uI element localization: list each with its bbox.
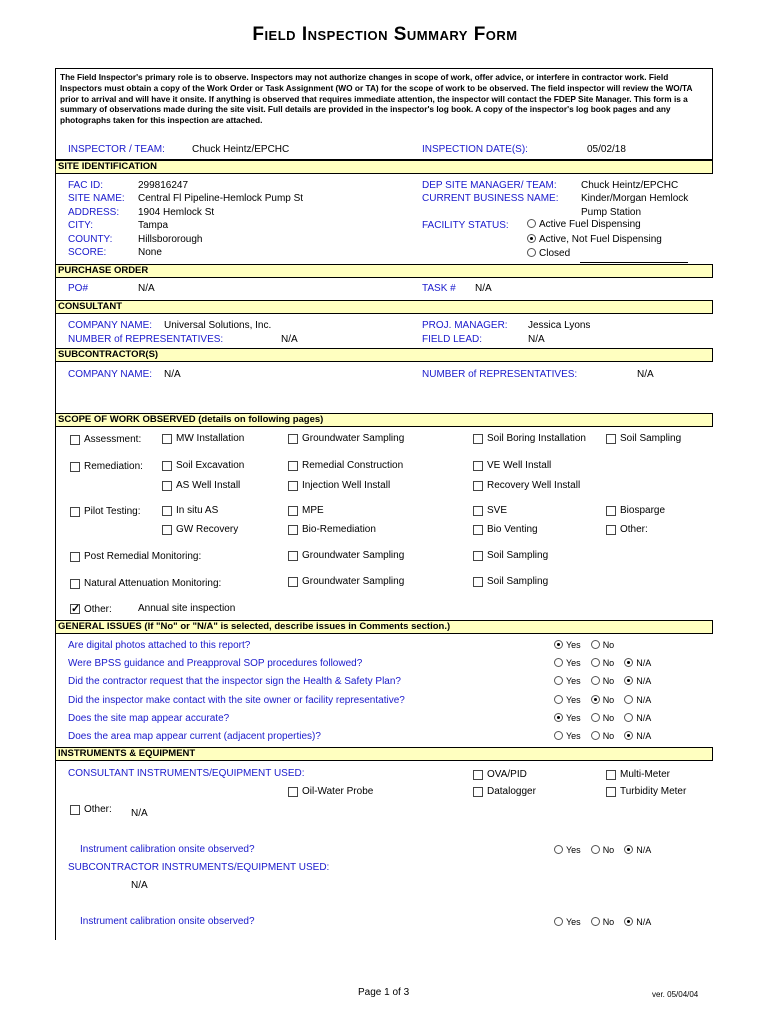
soil-boring-checkbox[interactable] [473,434,483,444]
turbidity-meter-label: Turbidity Meter [620,786,687,797]
radio-selected-icon[interactable] [527,234,536,243]
option-no[interactable] [591,640,615,650]
fac-id-label: FAC ID: [68,180,104,191]
option-no[interactable] [591,845,615,855]
option-label: Yes [566,845,581,855]
datalogger-label: Datalogger [487,786,536,797]
radio-selected-icon[interactable] [624,658,633,667]
radio-group-calibration-2[interactable] [554,917,661,927]
radio-selected-icon[interactable] [591,695,600,704]
natural-gw-sampling-label: Groundwater Sampling [302,576,405,587]
po-label: PO# [68,283,89,294]
option-label: Yes [566,713,581,723]
radio-selected-icon[interactable] [554,640,563,649]
radio-selected-icon[interactable] [624,731,633,740]
option-na[interactable] [624,695,651,705]
radio-group-health-safety[interactable] [554,676,661,686]
as-well-checkbox[interactable] [162,481,172,491]
question-health-safety: Did the contractor request that the inspector sign the Health & Safety Plan? [68,676,401,687]
soil-boring-label: Soil Boring Installation [487,433,586,444]
option-label: Yes [566,658,581,668]
option-label: Yes [566,731,581,741]
radio-icon[interactable] [554,845,563,854]
business-name-value-line2[interactable]: Pump Station [581,207,642,217]
inspector-label: INSPECTOR / TEAM: [68,144,165,155]
purchase-order-header: PURCHASE ORDER [55,264,713,278]
dep-manager-value[interactable]: Chuck Heintz/EPCHC [581,180,679,191]
radio-icon[interactable] [554,731,563,740]
post-soil-sampling-checkbox[interactable] [473,551,483,561]
subcontractor-header: SUBCONTRACTOR(S) [55,348,713,362]
option-label: N/A [636,845,652,855]
field-lead-label: FIELD LEAD: [422,334,483,345]
option-na[interactable] [624,713,651,723]
site-identification-header: SITE IDENTIFICATION [55,160,713,174]
form-left-border [55,160,56,940]
radio-icon[interactable] [554,695,563,704]
score-label: SCORE: [68,247,107,258]
pilot-testing-checkbox[interactable] [70,507,80,517]
radio-icon[interactable] [624,695,633,704]
city-value[interactable]: Tampa [138,220,169,231]
sub-reps-label: NUMBER of REPRESENTATIVES: [422,369,578,380]
bio-remediation-checkbox[interactable] [288,525,298,535]
recovery-well-label: Recovery Well Install [487,480,581,491]
radio-icon[interactable] [591,713,600,722]
sve-label: SVE [487,505,508,516]
post-gw-sampling-label: Groundwater Sampling [302,550,405,561]
radio-group-site-map[interactable] [554,713,661,723]
city-label: CITY: [68,220,94,231]
calibration-question-2: Instrument calibration onsite observed? [80,916,255,927]
oil-water-probe-checkbox[interactable] [288,787,298,797]
multi-meter-checkbox[interactable] [606,770,616,780]
status-option-label: Closed [539,248,571,259]
option-na[interactable] [624,917,651,927]
option-label: Yes [566,695,581,705]
inspection-date-value[interactable]: 05/02/18 [587,144,626,155]
injection-well-checkbox[interactable] [288,481,298,491]
sub-company-value[interactable]: N/A [164,369,181,380]
remediation-checkbox[interactable] [70,462,80,472]
option-no[interactable] [591,695,615,705]
radio-icon[interactable] [554,676,563,685]
soil-sampling-checkbox[interactable] [606,434,616,444]
mw-installation-checkbox[interactable] [162,434,172,444]
post-gw-sampling-checkbox[interactable] [288,551,298,561]
option-yes[interactable] [554,713,581,723]
biosparge-label: Biosparge [620,505,666,516]
turbidity-meter-checkbox[interactable] [606,787,616,797]
status-option-label: Active, Not Fuel Dispensing [539,234,662,245]
consultant-company-value[interactable]: Universal Solutions, Inc. [164,320,272,331]
assessment-checkbox[interactable] [70,435,80,445]
page-number: Page 1 of 3 [358,987,410,998]
as-well-label: AS Well Install [176,480,241,491]
option-label: N/A [636,917,652,927]
question-bpss: Were BPSS guidance and Preapproval SOP procedures followed? [68,658,363,669]
option-yes[interactable] [554,640,581,650]
consultant-company-label: COMPANY NAME: [68,320,153,331]
option-label: N/A [636,658,652,668]
option-yes[interactable] [554,676,581,686]
post-remedial-checkbox[interactable] [70,552,80,562]
option-label: Yes [566,640,581,650]
radio-selected-icon[interactable] [554,713,563,722]
post-remedial-label: Post Remedial Monitoring: [84,551,202,562]
task-label: TASK # [422,283,456,294]
proj-manager-label: PROJ. MANAGER: [422,320,508,331]
option-label: N/A [636,731,652,741]
recovery-well-checkbox[interactable] [473,481,483,491]
ve-well-label: VE Well Install [487,460,552,471]
option-label: Yes [566,676,581,686]
sub-reps-value[interactable]: N/A [637,369,654,380]
version-label: ver. 05/04/04 [652,990,699,999]
business-name-value[interactable]: Kinder/Morgan Hemlock [581,193,689,204]
radio-icon[interactable] [624,713,633,722]
instruments-header: INSTRUMENTS & EQUIPMENT [55,747,713,761]
option-label: No [602,676,615,686]
radio-group-site-owner[interactable] [554,695,661,705]
radio-icon[interactable] [591,731,600,740]
option-label: No [602,731,615,741]
option-na[interactable] [624,845,651,855]
option-yes[interactable] [554,731,581,741]
radio-icon[interactable] [527,219,536,228]
soil-excavation-checkbox[interactable] [162,461,172,471]
gw-sampling-label: Groundwater Sampling [302,433,405,444]
radio-group-bpss[interactable] [554,658,661,668]
question-photos: Are digital photos attached to this report? [68,640,251,651]
radio-icon[interactable] [591,917,600,926]
instruments-other-value[interactable]: N/A [131,808,148,819]
fac-id-value[interactable]: 299816247 [138,180,189,191]
option-label: N/A [636,695,652,705]
option-no[interactable] [591,731,615,741]
option-label: No [602,658,615,668]
option-no[interactable] [591,917,615,927]
option-yes[interactable] [554,695,581,705]
remedial-construction-label: Remedial Construction [302,460,404,471]
remediation-label: Remediation: [84,461,143,472]
bio-remediation-label: Bio-Remediation [302,524,376,535]
bio-venting-label: Bio Venting [487,524,538,535]
option-no[interactable] [591,658,615,668]
status-option-label: Active Fuel Dispensing [539,219,641,230]
radio-selected-icon[interactable] [624,676,633,685]
natural-gw-sampling-checkbox[interactable] [288,577,298,587]
option-label: No [602,695,615,705]
option-no[interactable] [591,676,615,686]
pilot-other-checkbox[interactable] [606,525,616,535]
natural-soil-sampling-label: Soil Sampling [487,576,549,587]
facility-status-not-dispensing[interactable] [527,234,662,245]
option-na[interactable] [624,658,651,668]
pilot-other-label: Other: [620,524,648,535]
facility-status-label: FACILITY STATUS: [422,220,509,231]
inspector-value[interactable]: Chuck Heintz/EPCHC [192,144,290,155]
biosparge-checkbox[interactable] [606,506,616,516]
sub-company-label: COMPANY NAME: [68,369,153,380]
option-na[interactable] [624,731,651,741]
natural-attenuation-checkbox[interactable] [70,579,80,589]
radio-icon[interactable] [554,658,563,667]
option-label: No [602,640,615,650]
address-value[interactable]: 1904 Hemlock St [138,207,215,218]
mpe-checkbox[interactable] [288,506,298,516]
calibration-question-1: Instrument calibration onsite observed? [80,844,255,855]
gw-sampling-checkbox[interactable] [288,434,298,444]
injection-well-label: Injection Well Install [302,480,391,491]
ve-well-checkbox[interactable] [473,461,483,471]
ova-pid-checkbox[interactable] [473,770,483,780]
scope-other-checkbox[interactable] [70,604,80,614]
score-value[interactable]: None [138,247,162,258]
radio-icon[interactable] [554,917,563,926]
scope-other-value[interactable]: Annual site inspection [138,603,236,614]
ova-pid-label: OVA/PID [487,769,527,780]
county-label: COUNTY: [68,234,113,245]
remedial-construction-checkbox[interactable] [288,461,298,471]
radio-icon[interactable] [527,248,536,257]
consultant-instruments-label: CONSULTANT INSTRUMENTS/EQUIPMENT USED: [68,768,305,779]
option-yes[interactable] [554,917,581,927]
subcontractor-instruments-value[interactable]: N/A [131,880,148,891]
option-label: No [602,917,615,927]
status-underline [580,262,688,263]
radio-icon[interactable] [591,845,600,854]
inspection-date-label: INSPECTION DATE(S): [422,144,528,155]
option-label: No [602,845,615,855]
consultant-reps-value[interactable]: N/A [281,334,298,345]
instruments-other-checkbox[interactable] [70,805,80,815]
option-yes[interactable] [554,845,581,855]
form-title: Field Inspection Summary Form [252,24,518,45]
consultant-header: CONSULTANT [55,300,713,314]
natural-attenuation-label: Natural Attenuation Monitoring: [84,578,222,589]
mpe-label: MPE [302,505,324,516]
field-lead-value[interactable]: N/A [528,334,545,345]
consultant-reps-label: NUMBER of REPRESENTATIVES: [68,334,224,345]
radio-icon[interactable] [591,676,600,685]
option-label: Yes [566,917,581,927]
in-situ-as-label: In situ AS [176,505,219,516]
option-label: N/A [636,676,652,686]
in-situ-as-checkbox[interactable] [162,506,172,516]
business-name-label: CURRENT BUSINESS NAME: [422,193,559,204]
scope-other-label: Other: [84,604,112,615]
multi-meter-label: Multi-Meter [620,769,671,780]
soil-sampling-label: Soil Sampling [620,433,682,444]
radio-selected-icon[interactable] [624,845,633,854]
task-value[interactable]: N/A [475,283,492,294]
option-yes[interactable] [554,658,581,668]
radio-icon[interactable] [591,658,600,667]
radio-selected-icon[interactable] [624,917,633,926]
assessment-label: Assessment: [84,434,142,445]
radio-group-area-map[interactable] [554,731,661,741]
scope-of-work-header: SCOPE OF WORK OBSERVED (details on following pages) [55,413,713,427]
option-na[interactable] [624,676,651,686]
instruments-other-label: Other: [84,804,112,815]
sve-checkbox[interactable] [473,506,483,516]
radio-group-calibration-1[interactable] [554,845,661,855]
natural-soil-sampling-checkbox[interactable] [473,577,483,587]
mw-installation-label: MW Installation [176,433,245,444]
pilot-testing-label: Pilot Testing: [84,506,141,517]
option-label: No [602,713,615,723]
question-site-owner: Did the inspector make contact with the site owner or facility representative? [68,695,405,706]
facility-status-active[interactable] [527,219,641,230]
county-value[interactable]: Hillsbororough [138,234,203,245]
po-value[interactable]: N/A [138,283,155,294]
bio-venting-checkbox[interactable] [473,525,483,535]
datalogger-checkbox[interactable] [473,787,483,797]
site-name-value[interactable]: Central Fl Pipeline-Hemlock Pump St [138,193,304,204]
radio-group-photos[interactable] [554,640,624,650]
post-soil-sampling-label: Soil Sampling [487,550,549,561]
oil-water-probe-label: Oil-Water Probe [302,786,374,797]
question-site-map: Does the site map appear accurate? [68,713,230,724]
general-issues-header: GENERAL ISSUES (If "No" or "N/A" is selected, describe issues in Comments section.) [55,620,713,634]
dep-manager-label: DEP SITE MANAGER/ TEAM: [422,180,557,191]
radio-icon[interactable] [591,640,600,649]
proj-manager-value[interactable]: Jessica Lyons [528,320,591,331]
facility-status-closed[interactable] [527,248,570,259]
address-label: ADDRESS: [68,207,120,218]
site-name-label: SITE NAME: [68,193,125,204]
option-no[interactable] [591,713,615,723]
gw-recovery-checkbox[interactable] [162,525,172,535]
question-area-map: Does the area map appear current (adjacent properties)? [68,731,321,742]
intro-text: The Field Inspector's primary role is to observe. Inspectors may not authorize changes in scope of work, offer advice, or interfere in contractor work. Field Inspectors must obtain a copy of the Work Order or Task Assignment (WO or TA) for the scope of work to be observed. The field inspector will review the WO/TA prior to arrival and will have it onsite. If anything is observed that requires immediate attention, the inspector will contact the FDEP Site Manager. This form is a summary of observations made during the site visit. Full details are provided in the inspector's log book. A copy of the inspector's log book pages and any photographs taken for this inspection are attached. [55,68,713,160]
gw-recovery-label: GW Recovery [176,524,239,535]
option-label: N/A [636,713,652,723]
soil-excavation-label: Soil Excavation [176,460,245,471]
subcontractor-instruments-label: SUBCONTRACTOR INSTRUMENTS/EQUIPMENT USED: [68,862,330,873]
